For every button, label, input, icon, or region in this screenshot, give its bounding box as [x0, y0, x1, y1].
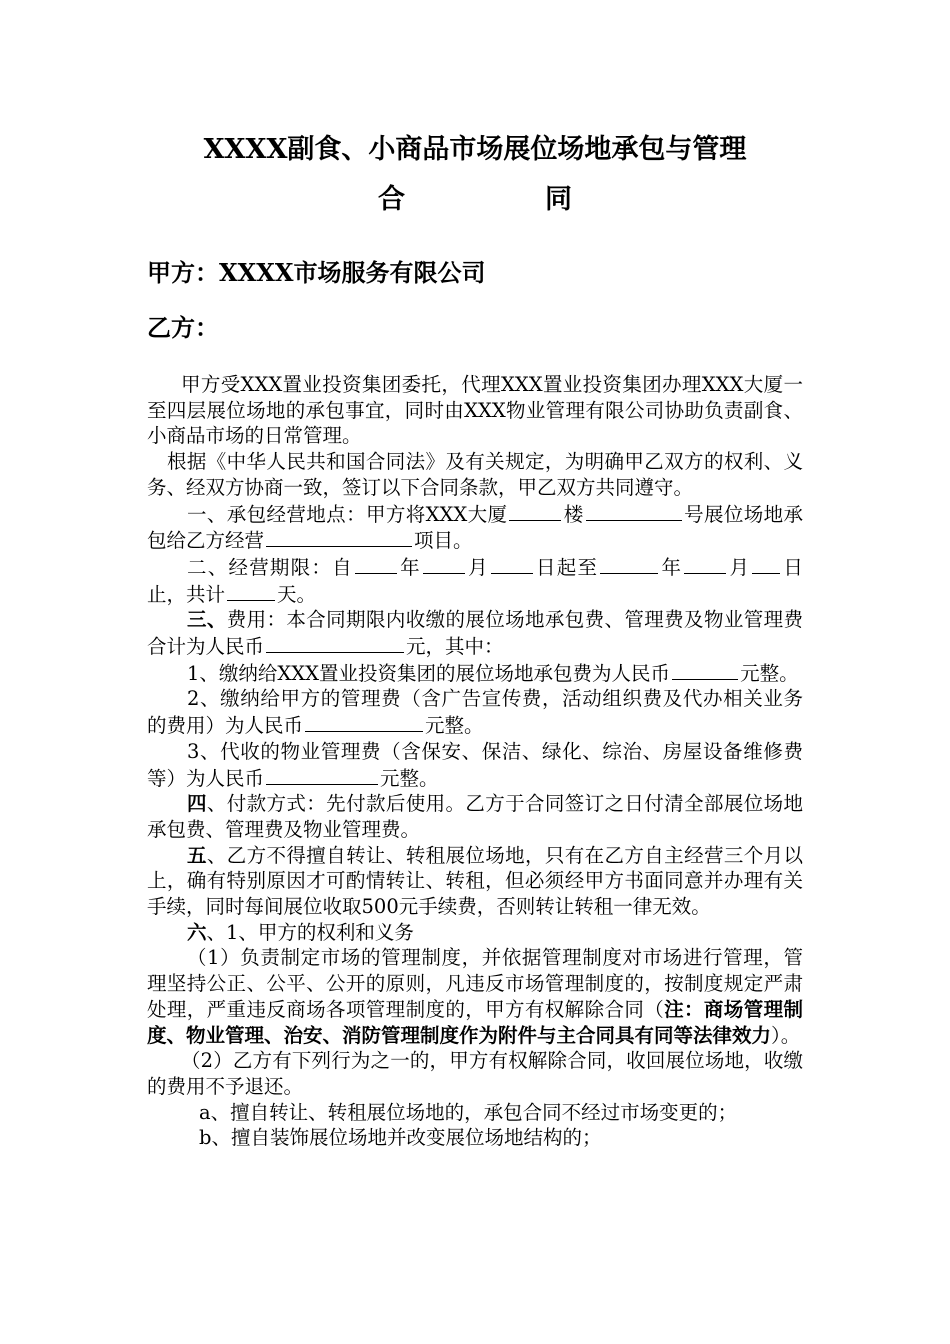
clause-6-2-b: b、擅自装饰展位场地并改变展位场地结构的；: [199, 1126, 602, 1150]
clause-3-2: 2、缴纳给甲方的管理费（含广告宣传费，活动组织费及代办相关业务的费用）为人民币 元整。: [147, 687, 803, 738]
clause-4: 四、付款方式：先付款后使用。乙方于合同签订之日付清全部展位场地承包费、管理费及物业管理费。: [147, 792, 803, 841]
subtitle-char-2: 同: [545, 184, 572, 215]
clause-3-3: 3、代收的物业管理费（含保安、保洁、绿化、综治、房屋设备维修费等）为人民币 元整。: [147, 739, 803, 790]
blank-booth-no: [586, 501, 682, 521]
blank-rent-amount: [672, 660, 738, 680]
clause-1: 一、承包经营地点：甲方将XXX大厦 楼 号展位场地承包给乙方经营 项目。: [147, 502, 803, 553]
blank-management-fee: [305, 712, 423, 732]
blank-end-year: [600, 554, 658, 574]
blank-start-month: [423, 554, 465, 574]
basis-paragraph: 根据《中华人民共和国合同法》及有关规定，为明确甲乙双方的权利、义务、经双方协商一致，签订以下合同条款，甲乙双方共同遵守。: [147, 450, 803, 499]
blank-project: [266, 527, 412, 547]
blank-property-fee: [266, 765, 378, 785]
clause-6: 六、1、甲方的权利和义务: [187, 920, 414, 944]
clause-6-2-a: a、擅自转让、转租展位场地的，承包合同不经过市场变更的；: [199, 1100, 738, 1124]
blank-end-day: [752, 554, 780, 574]
blank-end-month: [684, 554, 726, 574]
clause-3: 三、费用：本合同期限内收缴的展位场地承包费、管理费及物业管理费合计为人民币 元，其中：: [147, 608, 803, 659]
clause-6-1: （1）负责制定市场的管理制度，并依据管理制度对市场进行管理，管理坚持公正、公平、公开的原则，凡违反市场管理制度的，按制度规定严肃处理，严重违反商场各项管理制度的，甲方有权解除合同（注：商场管理制度、物业管理、治安、消防管理制度作为附件与主合同具有同等法律效力）。: [147, 946, 803, 1047]
clause-6-2: （2）乙方有下列行为之一的，甲方有权解除合同，收回展位场地，收缴的费用不予退还。: [147, 1049, 803, 1098]
clause-5: 五、乙方不得擅自转让、转租展位场地，只有在乙方自主经营三个月以上，确有特别原因才可酌情转让、转租，但必须经甲方书面同意并办理有关手续，同时每间展位收取500元手续费，否则转让转租一律无效。: [147, 843, 803, 919]
document-subtitle: [0, 183, 950, 217]
blank-total-days: [227, 581, 275, 601]
clause-3-1: 1、缴纳给XXX置业投资集团的展位场地承包费为人民币 元整。: [187, 661, 799, 685]
subtitle-char-1: 合: [378, 184, 405, 215]
intro-paragraph: 甲方受XXX置业投资集团委托，代理XXX置业投资集团办理XXX大厦一至四层展位场地的承包事宜，同时由XXX物业管理有限公司协助负责副食、小商品市场的日常管理。: [147, 373, 803, 448]
blank-floor: [509, 501, 561, 521]
party-a: 甲方：XXXX市场服务有限公司: [147, 258, 486, 287]
blank-start-year: [355, 554, 397, 574]
blank-total-amount: [266, 633, 404, 653]
party-b: 乙方：: [147, 313, 219, 342]
contract-body: [147, 372, 803, 1151]
document-title: XXXX副食、小商品市场展位场地承包与管理: [203, 134, 747, 165]
blank-start-day: [491, 554, 533, 574]
clause-2: 二、经营期限：自 年 月 日起至 年 月 日止，共计 天。: [147, 555, 803, 606]
